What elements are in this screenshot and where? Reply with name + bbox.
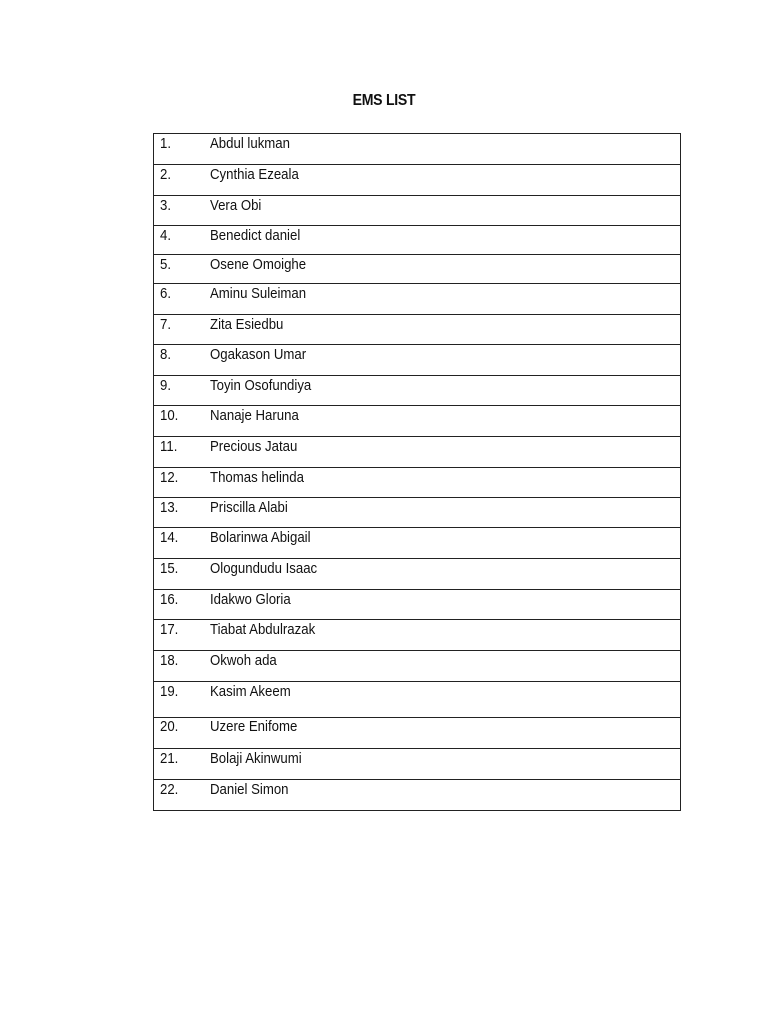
row-number: 14.: [154, 528, 211, 559]
ems-list-table: [153, 133, 681, 811]
row-name: Uzere Enifome: [210, 718, 681, 749]
row-number: 9.: [154, 376, 211, 406]
row-name: Cynthia Ezeala: [210, 165, 681, 196]
row-number: 1.: [154, 134, 211, 165]
row-name: Zita Esiedbu: [210, 315, 681, 345]
row-number: 5.: [154, 255, 211, 284]
table-row: [154, 528, 681, 559]
table-row: [154, 406, 681, 437]
table-row: [154, 498, 681, 528]
table-row: [154, 749, 681, 780]
table-row: [154, 651, 681, 682]
row-name: Precious Jatau: [210, 437, 681, 468]
row-number: 19.: [154, 682, 211, 718]
row-name: Daniel Simon: [210, 780, 681, 811]
row-number: 17.: [154, 620, 211, 651]
row-name: Ogakason Umar: [210, 345, 681, 376]
row-name: Nanaje Haruna: [210, 406, 681, 437]
page-title: EMS LIST: [352, 92, 416, 109]
table-row: [154, 620, 681, 651]
table-row: [154, 315, 681, 345]
table-row: [154, 468, 681, 498]
row-number: 2.: [154, 165, 211, 196]
row-name: Idakwo Gloria: [210, 590, 681, 620]
row-name: Kasim Akeem: [210, 682, 681, 718]
table-row: [154, 345, 681, 376]
row-number: 22.: [154, 780, 211, 811]
row-name: Vera Obi: [210, 196, 681, 226]
row-name: Okwoh ada: [210, 651, 681, 682]
row-number: 20.: [154, 718, 211, 749]
table-row: [154, 284, 681, 315]
row-name: Bolarinwa Abigail: [210, 528, 681, 559]
row-name: Abdul lukman: [210, 134, 681, 165]
row-number: 4.: [154, 226, 211, 255]
table-row: [154, 559, 681, 590]
row-name: Toyin Osofundiya: [210, 376, 681, 406]
row-number: 21.: [154, 749, 211, 780]
table-row: [154, 226, 681, 255]
row-number: 15.: [154, 559, 211, 590]
row-number: 13.: [154, 498, 211, 528]
table-row: [154, 165, 681, 196]
row-name: Priscilla Alabi: [210, 498, 681, 528]
table-row: [154, 437, 681, 468]
table-row: [154, 780, 681, 811]
row-number: 12.: [154, 468, 211, 498]
row-number: 11.: [154, 437, 211, 468]
row-number: 18.: [154, 651, 211, 682]
table-row: [154, 196, 681, 226]
row-name: Ologundudu Isaac: [210, 559, 681, 590]
row-number: 16.: [154, 590, 211, 620]
row-number: 6.: [154, 284, 211, 315]
row-number: 3.: [154, 196, 211, 226]
table-row: [154, 255, 681, 284]
table-row: [154, 718, 681, 749]
table-row: [154, 682, 681, 718]
row-number: 8.: [154, 345, 211, 376]
table-row: [154, 134, 681, 165]
row-name: Thomas helinda: [210, 468, 681, 498]
row-number: 10.: [154, 406, 211, 437]
row-name: Aminu Suleiman: [210, 284, 681, 315]
row-name: Bolaji Akinwumi: [210, 749, 681, 780]
row-name: Benedict daniel: [210, 226, 681, 255]
row-number: 7.: [154, 315, 211, 345]
table-row: [154, 376, 681, 406]
row-name: Osene Omoighe: [210, 255, 681, 284]
table-row: [154, 590, 681, 620]
row-name: Tiabat Abdulrazak: [210, 620, 681, 651]
